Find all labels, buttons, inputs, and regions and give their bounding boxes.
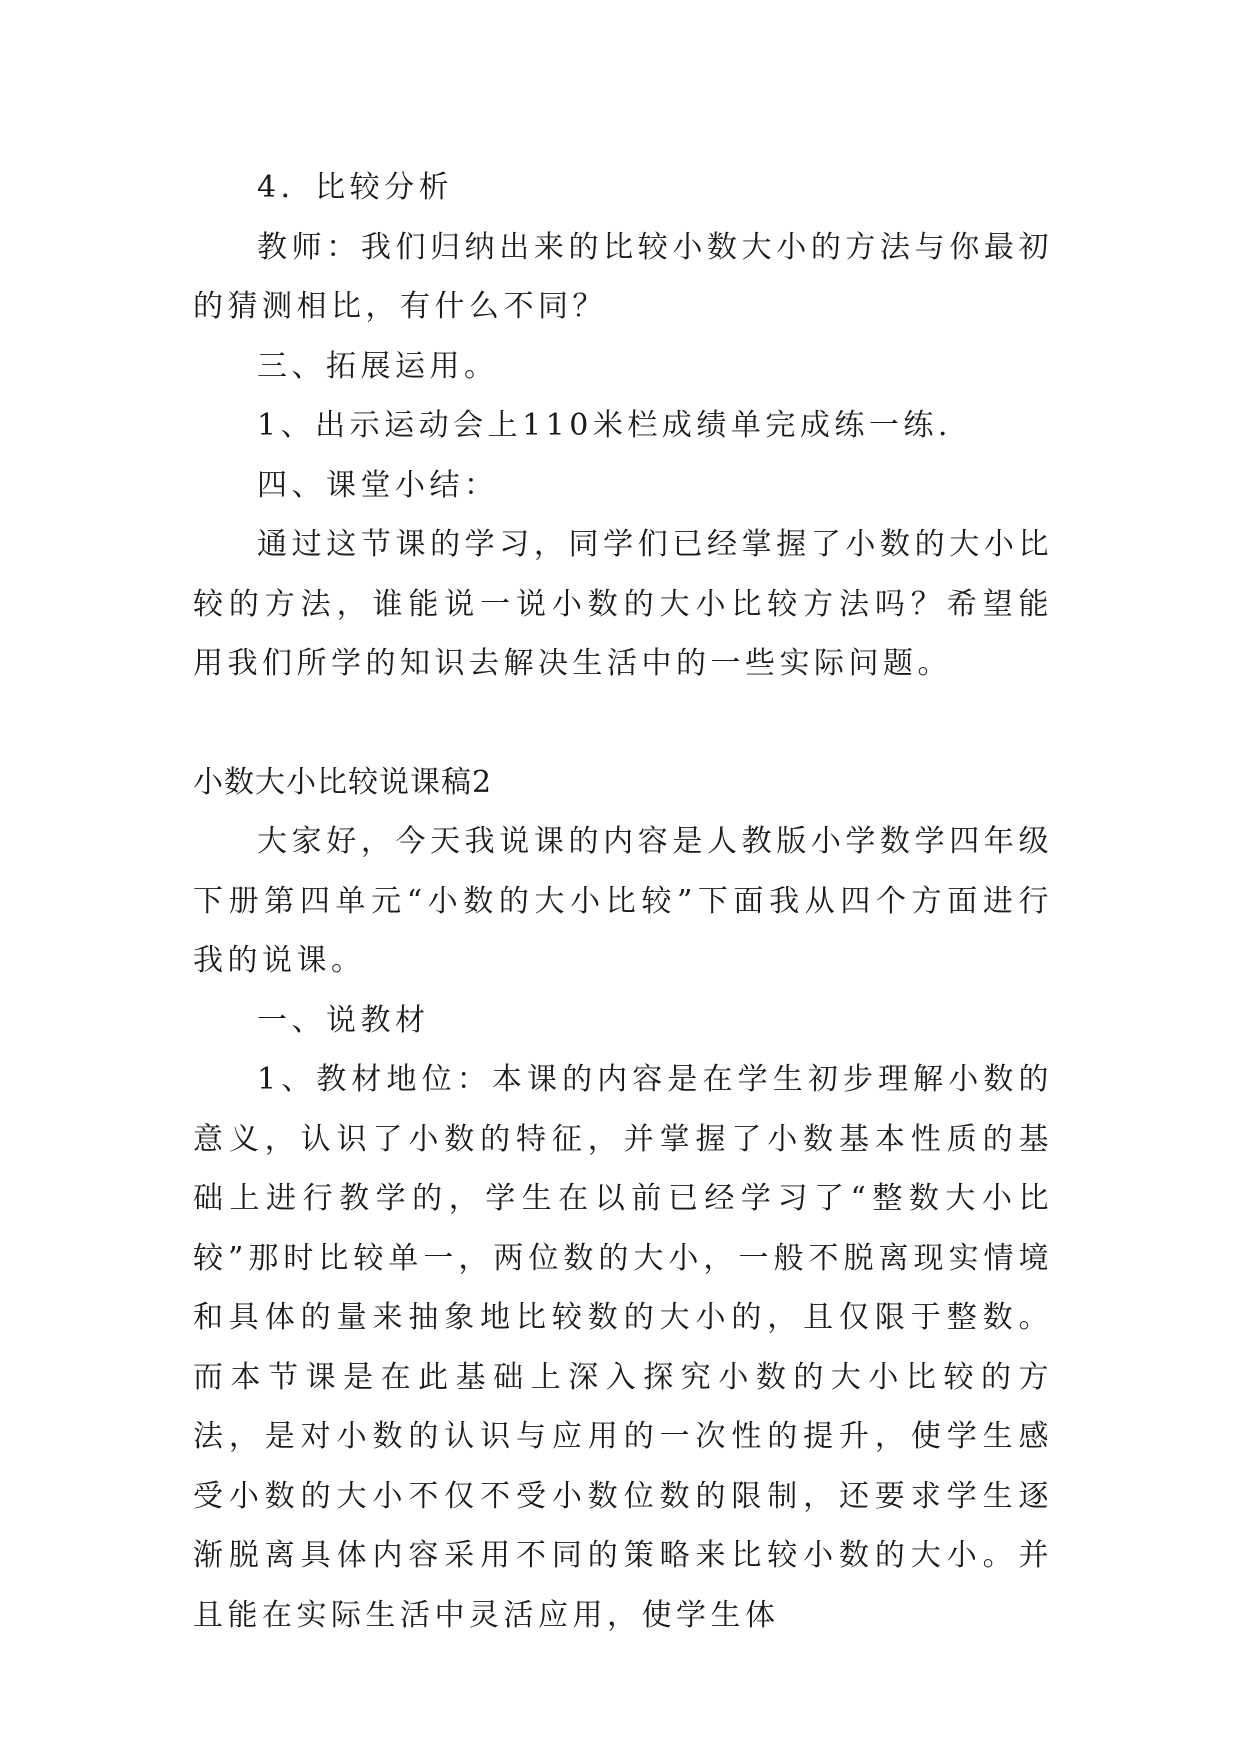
paragraph-teacher-question: 教师：我们归纳出来的比较小数大小的方法与你最初的猜测相比，有什么不同？	[193, 229, 1053, 324]
paragraph-compare-analysis: 4．比较分析	[257, 170, 454, 205]
paragraph-summary: 通过这节课的学习，同学们已经掌握了小数的大小比较的方法，谁能说一说小数的大小比较方法吗？希望能用我们所学的知识去解决生活中的一些实际问题。	[193, 527, 1053, 681]
paragraph-extension-heading: 三、拓展运用。	[257, 348, 499, 384]
section-gap	[193, 694, 1053, 753]
paragraph-textbook-heading: 一、说教材	[257, 1002, 430, 1038]
paragraph-textbook-position: 1、教材地位：本课的内容是在学生初步理解小数的意义，认识了小数的特征，并掌握了小数基本性质的基础上进行教学的，学生在以前已经学习了“整数大小比较”那时比较单一，两位数的大小，一般不脱离现实情境和具体的量来抽象地比较数的大小的，且仅限于整数。而本节课是在此基础上深入探究小数的大小比较的方法，是对小数的认识与应用的一次性的提升，使学生感受小数的大小不仅不受小数位数的限制，还要求学生逐渐脱离具体内容采用不同的策略来比较小数的大小。并且能在实际生活中灵活应用，使学生体	[193, 1062, 1053, 1633]
paragraph-summary-heading: 四、课堂小结：	[257, 467, 499, 503]
paragraph-intro: 大家好，今天我说课的内容是人教版小学数学四年级下册第四单元“小数的大小比较”下面我从四个方面进行我的说课。	[193, 824, 1053, 978]
paragraph-exercise: 1、出示运动会上110米栏成绩单完成练一练.	[257, 408, 952, 443]
document-page	[193, 158, 1053, 1645]
section-title: 小数大小比较说课稿2	[193, 764, 493, 800]
